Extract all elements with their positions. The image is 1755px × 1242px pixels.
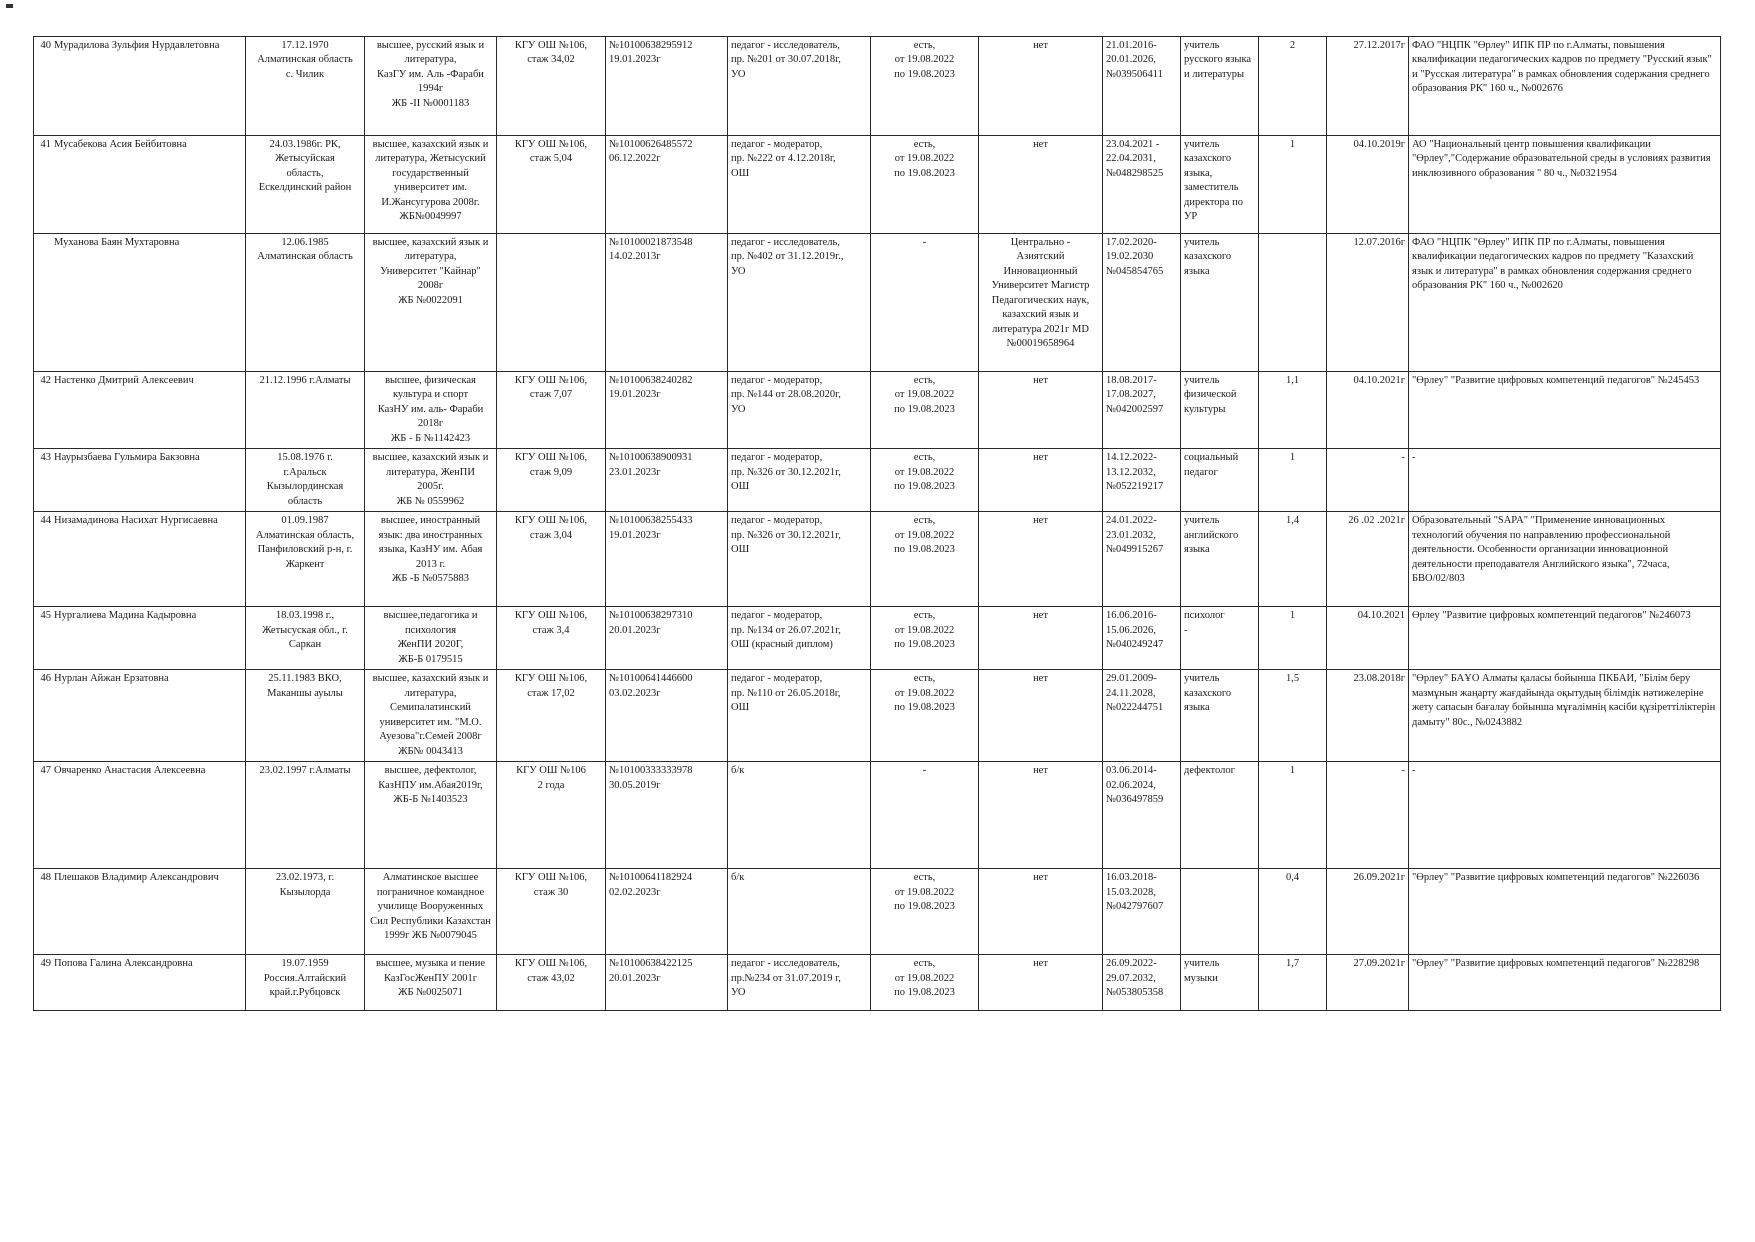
attestation-cell: есть, от 19.08.2022 по 19.08.2023 (871, 512, 979, 607)
certificate-cell: №10100638255433 19.01.2023г (606, 512, 728, 607)
course-date-cell: 04.10.2021 (1327, 607, 1409, 670)
category-cell: педагог - модератор, пр. №326 от 30.12.2021г, ОШ (728, 512, 871, 607)
teacher-name: Нургалиева Мадина Кадыровна (54, 610, 197, 622)
license-cell: 17.02.2020- 19.02.2030 №045854765 (1103, 234, 1181, 372)
position-cell: учитель физической культуры (1181, 372, 1259, 449)
rate-cell: 1,7 (1259, 955, 1327, 1011)
teacher-name: Попова Галина Александровна (54, 958, 193, 970)
position-cell: учитель казахского языка (1181, 670, 1259, 762)
birth-cell: 23.02.1997 г.Алматы (246, 762, 365, 869)
name-cell (34, 512, 246, 607)
birth-cell: 15.08.1976 г. г.Аральск Кызылординская область (246, 449, 365, 512)
course-date-cell: - (1327, 762, 1409, 869)
category-cell: педагог - исследователь, пр. №402 от 31.12.2019г., УО (728, 234, 871, 372)
master-degree-cell: нет (979, 449, 1103, 512)
name-cell (34, 607, 246, 670)
birth-cell: 25.11.1983 ВКО, Маканшы ауылы (246, 670, 365, 762)
master-degree-cell: нет (979, 136, 1103, 234)
education-cell: высшее, казахский язык и литература, ЖенПИ 2005г. ЖБ № 0559962 (365, 449, 497, 512)
course-cell: "Өрлеу" "Развитие цифровых компетенций педагогов" №245453 (1409, 372, 1721, 449)
master-degree-cell: нет (979, 670, 1103, 762)
course-cell: "Өрлеу" "Развитие цифровых компетенций педагогов" №228298 (1409, 955, 1721, 1011)
attestation-cell: есть, от 19.08.2022 по 19.08.2023 (871, 372, 979, 449)
name-cell (34, 234, 246, 372)
category-cell: педагог - модератор, пр. №222 от 4.12.2018г, ОШ (728, 136, 871, 234)
course-cell: ФАО "НЦПК "Өрлеу" ИПК ПР по г.Алматы, повышения квалификации педагогических кадров по предмету "Казахский язык и литература" в рамках обновления содержания среднего образования РК" 160 ч., №002620 (1409, 234, 1721, 372)
position-cell: социальный педагог (1181, 449, 1259, 512)
birth-cell: 21.12.1996 г.Алматы (246, 372, 365, 449)
position-cell: учитель русского языка и литературы (1181, 37, 1259, 136)
workplace-cell: КГУ ОШ №106, стаж 7,07 (497, 372, 606, 449)
course-cell: Өрлеу "Развитие цифровых компетенций педагогов" №246073 (1409, 607, 1721, 670)
name-cell (34, 955, 246, 1011)
education-cell: высшее, дефектолог, КазНПУ им.Абая2019г, ЖБ-Б №1403523 (365, 762, 497, 869)
education-cell: Алматинское высшее пограничное командное училище Вооруженных Сил Республики Казахстан 1999г ЖБ №0079045 (365, 869, 497, 955)
name-cell (34, 449, 246, 512)
attestation-cell: - (871, 762, 979, 869)
row-number: 43 (40, 452, 51, 464)
attestation-cell: есть, от 19.08.2022 по 19.08.2023 (871, 869, 979, 955)
course-cell: "Өрлеу" БАҰО Алматы қаласы бойынша ПКБАИ, "Білім беру мазмұнын жаңарту жағдайында оқытудың білімдік нәтижелеріне жету сапасын бағалау бойынша мұғалімнің кәсіби құзіреттіліктерін дамыту" 80с., №0243882 (1409, 670, 1721, 762)
course-date-cell: 27.09.2021г (1327, 955, 1409, 1011)
master-degree-cell: нет (979, 512, 1103, 607)
license-cell: 24.01.2022- 23.01.2032, №049915267 (1103, 512, 1181, 607)
table-row (34, 670, 1721, 762)
position-cell: учитель казахского языка (1181, 234, 1259, 372)
scan-mark (6, 4, 13, 8)
name-cell (34, 136, 246, 234)
license-cell: 16.03.2018- 15.03.2028, №042797607 (1103, 869, 1181, 955)
rate-cell: 2 (1259, 37, 1327, 136)
category-cell: педагог - модератор, пр. №134 от 26.07.2021г, ОШ (красный диплом) (728, 607, 871, 670)
table-row (34, 869, 1721, 955)
workplace-cell (497, 234, 606, 372)
certificate-cell: №10100638240282 19.01.2023г (606, 372, 728, 449)
workplace-cell: КГУ ОШ №106, стаж 9,09 (497, 449, 606, 512)
position-cell: учитель английского языка (1181, 512, 1259, 607)
row-number: 48 (40, 872, 51, 884)
course-cell: "Өрлеу" "Развитие цифровых компетенций педагогов" №226036 (1409, 869, 1721, 955)
birth-cell: 17.12.1970 Алматинская область с. Чилик (246, 37, 365, 136)
course-cell: ФАО "НЦПК "Өрлеу" ИПК ПР по г.Алматы, повышения квалификации педагогических кадров по предмету "Русский язык" и "Русская литература" в рамках обновления содержания среднего образования РК" 160 ч., №002676 (1409, 37, 1721, 136)
license-cell: 14.12.2022- 13.12.2032, №052219217 (1103, 449, 1181, 512)
license-cell: 21.01.2016- 20.01.2026, №039506411 (1103, 37, 1181, 136)
education-cell: высшее,педагогика и психология ЖенПИ 2020Г, ЖБ-Б 0179515 (365, 607, 497, 670)
row-number: 47 (40, 765, 51, 777)
course-date-cell: 27.12.2017г (1327, 37, 1409, 136)
course-date-cell: - (1327, 449, 1409, 512)
rate-cell: 1 (1259, 762, 1327, 869)
teacher-name: Низамадинова Насихат Нургисаевна (54, 515, 218, 527)
license-cell: 29.01.2009- 24.11.2028, №022244751 (1103, 670, 1181, 762)
rate-cell (1259, 234, 1327, 372)
rate-cell: 1 (1259, 136, 1327, 234)
table-row (34, 955, 1721, 1011)
name-cell (34, 670, 246, 762)
row-number: 46 (40, 673, 51, 685)
position-cell: психолог - (1181, 607, 1259, 670)
category-cell: б/к (728, 762, 871, 869)
master-degree-cell: нет (979, 955, 1103, 1011)
workplace-cell: КГУ ОШ №106, стаж 34,02 (497, 37, 606, 136)
course-date-cell: 23.08.2018г (1327, 670, 1409, 762)
name-cell (34, 869, 246, 955)
master-degree-cell: нет (979, 869, 1103, 955)
table-body (34, 37, 1721, 1011)
birth-cell: 01.09.1987 Алматинская область, Панфиловский р-н, г. Жаркент (246, 512, 365, 607)
master-degree-cell: нет (979, 607, 1103, 670)
attestation-cell: есть, от 19.08.2022 по 19.08.2023 (871, 37, 979, 136)
workplace-cell: КГУ ОШ №106, стаж 30 (497, 869, 606, 955)
position-cell: дефектолог (1181, 762, 1259, 869)
name-cell (34, 372, 246, 449)
course-cell: - (1409, 449, 1721, 512)
workplace-cell: КГУ ОШ №106, стаж 17,02 (497, 670, 606, 762)
table-row (34, 762, 1721, 869)
teacher-name: Нурлан Айжан Ерзатовна (54, 673, 169, 685)
row-number: 49 (40, 958, 51, 970)
license-cell: 03.06.2014- 02.06.2024, №036497859 (1103, 762, 1181, 869)
name-cell (34, 762, 246, 869)
table-row (34, 372, 1721, 449)
license-cell: 18.08.2017- 17.08.2027, №042002597 (1103, 372, 1181, 449)
workplace-cell: КГУ ОШ №106, стаж 43,02 (497, 955, 606, 1011)
position-cell (1181, 869, 1259, 955)
category-cell: б/к (728, 869, 871, 955)
birth-cell: 18.03.1998 г., Жетысуская обл., г. Саркан (246, 607, 365, 670)
education-cell: высшее, музыка и пение КазГосЖенПУ 2001г ЖБ №0025071 (365, 955, 497, 1011)
teacher-name: Мусабекова Асия Бейбитовна (54, 139, 187, 150)
row-number: 45 (40, 610, 51, 622)
certificate-cell: №10100638422125 20.01.2023г (606, 955, 728, 1011)
birth-cell: 24.03.1986г. РК, Жетысуйская область, Ескелдинский район (246, 136, 365, 234)
teacher-name: Мурадилова Зульфия Нурдавлетовна (54, 40, 220, 51)
certificate-cell: №10100638900931 23.01.2023г (606, 449, 728, 512)
teacher-name: Плешаков Владимир Александрович (54, 872, 219, 884)
master-degree-cell: Центрально - Азиятский Инновационный Университет Магистр Педагогических наук, казахский язык и литература 2021г MD №00019658964 (979, 234, 1103, 372)
education-cell: высшее, иностранный язык: два иностранных языка, КазНУ им. Абая 2013 г. ЖБ -Б №0575883 (365, 512, 497, 607)
course-date-cell: 26 .02 .2021г (1327, 512, 1409, 607)
education-cell: высшее, казахский язык и литература, Жетысуский государственный университет им. И.Жансугурова 2008г. ЖБ№0049997 (365, 136, 497, 234)
teacher-name: Наурызбаева Гульмира Бакзовна (54, 452, 200, 464)
course-cell: АО "Национальный центр повышения квалификации "Өрлеу","Содержание образовательной среды в условиях развития инклюзивного образования " 80 ч., №0321954 (1409, 136, 1721, 234)
workplace-cell: КГУ ОШ №106 2 года (497, 762, 606, 869)
category-cell: педагог - исследователь, пр. №201 от 30.07.2018г, УО (728, 37, 871, 136)
certificate-cell: №10100638295912 19.01.2023г (606, 37, 728, 136)
rate-cell: 1,5 (1259, 670, 1327, 762)
license-cell: 26.09.2022- 29.07.2032, №053805358 (1103, 955, 1181, 1011)
certificate-cell: №10100641446600 03.02.2023г (606, 670, 728, 762)
master-degree-cell: нет (979, 762, 1103, 869)
birth-cell: 19.07.1959 Россия.Алтайский край.г.Рубцовск (246, 955, 365, 1011)
row-number: 40 (40, 40, 51, 51)
certificate-cell: №10100626485572 06.12.2022г (606, 136, 728, 234)
rate-cell: 1,4 (1259, 512, 1327, 607)
row-number: 41 (40, 139, 51, 150)
staff-table (33, 36, 1721, 1011)
education-cell: высшее, русский язык и литература, КазГУ им. Аль -Фараби 1994г ЖБ -II №0001183 (365, 37, 497, 136)
course-cell: Образовательный "SAPA" "Применение инновационных технологий обучения по направлению профессиональной деятельности. Особенности организации инновационной деятельности преподавателя Английского языка", 72часа, БВО/02/803 (1409, 512, 1721, 607)
workplace-cell: КГУ ОШ №106, стаж 3,04 (497, 512, 606, 607)
attestation-cell: есть, от 19.08.2022 по 19.08.2023 (871, 136, 979, 234)
license-cell: 16.06.2016- 15.06.2026, №040249247 (1103, 607, 1181, 670)
certificate-cell: №10100333333978 30.05.2019г (606, 762, 728, 869)
category-cell: педагог - модератор, пр. №144 от 28.08.2020г, УО (728, 372, 871, 449)
attestation-cell: есть, от 19.08.2022 по 19.08.2023 (871, 607, 979, 670)
attestation-cell: есть, от 19.08.2022 по 19.08.2023 (871, 670, 979, 762)
category-cell: педагог - модератор, пр. №110 от 26.05.2018г, ОШ (728, 670, 871, 762)
master-degree-cell: нет (979, 37, 1103, 136)
rate-cell: 1,1 (1259, 372, 1327, 449)
teacher-name: Настенко Дмитрий Алексеевич (54, 375, 194, 386)
birth-cell: 23.02.1973, г. Кызылорда (246, 869, 365, 955)
course-date-cell: 04.10.2021г (1327, 372, 1409, 449)
license-cell: 23.04.2021 - 22.04.2031, №048298525 (1103, 136, 1181, 234)
name-cell (34, 37, 246, 136)
table-row (34, 512, 1721, 607)
education-cell: высшее, физическая культура и спорт КазНУ им. аль- Фараби 2018г ЖБ - Б №1142423 (365, 372, 497, 449)
table-row (34, 607, 1721, 670)
teacher-name: Муханова Баян Мухтаровна (54, 237, 180, 248)
table-row (34, 234, 1721, 372)
table-row (34, 449, 1721, 512)
attestation-cell: - (871, 234, 979, 372)
table-row (34, 37, 1721, 136)
workplace-cell: КГУ ОШ №106, стаж 3,4 (497, 607, 606, 670)
attestation-cell: есть, от 19.08.2022 по 19.08.2023 (871, 955, 979, 1011)
course-cell: - (1409, 762, 1721, 869)
category-cell: педагог - модератор, пр. №326 от 30.12.2021г, ОШ (728, 449, 871, 512)
course-date-cell: 26.09.2021г (1327, 869, 1409, 955)
position-cell: учитель музыки (1181, 955, 1259, 1011)
master-degree-cell: нет (979, 372, 1103, 449)
course-date-cell: 04.10.2019г (1327, 136, 1409, 234)
course-date-cell: 12.07.2016г (1327, 234, 1409, 372)
row-number: 44 (40, 515, 51, 527)
attestation-cell: есть, от 19.08.2022 по 19.08.2023 (871, 449, 979, 512)
position-cell: учитель казахского языка, заместитель директора по УР (1181, 136, 1259, 234)
education-cell: высшее, казахский язык и литература, Университет "Кайнар" 2008г ЖБ №0022091 (365, 234, 497, 372)
teacher-name: Овчаренко Анастасия Алексеевна (54, 765, 206, 777)
certificate-cell: №10100641182924 02.02.2023г (606, 869, 728, 955)
rate-cell: 1 (1259, 607, 1327, 670)
row-number: 42 (40, 375, 51, 386)
certificate-cell: №10100638297310 20.01.2023г (606, 607, 728, 670)
rate-cell: 1 (1259, 449, 1327, 512)
birth-cell: 12.06.1985 Алматинская область (246, 234, 365, 372)
rate-cell: 0,4 (1259, 869, 1327, 955)
table-row (34, 136, 1721, 234)
workplace-cell: КГУ ОШ №106, стаж 5,04 (497, 136, 606, 234)
category-cell: педагог - исследователь, пр.№234 от 31.07.2019 г, УО (728, 955, 871, 1011)
education-cell: высшее, казахский язык и литература, Семипалатинский университет им. "М.О. Ауезова"г.Семей 2008г ЖБ№ 0043413 (365, 670, 497, 762)
certificate-cell: №10100021873548 14.02.2013г (606, 234, 728, 372)
